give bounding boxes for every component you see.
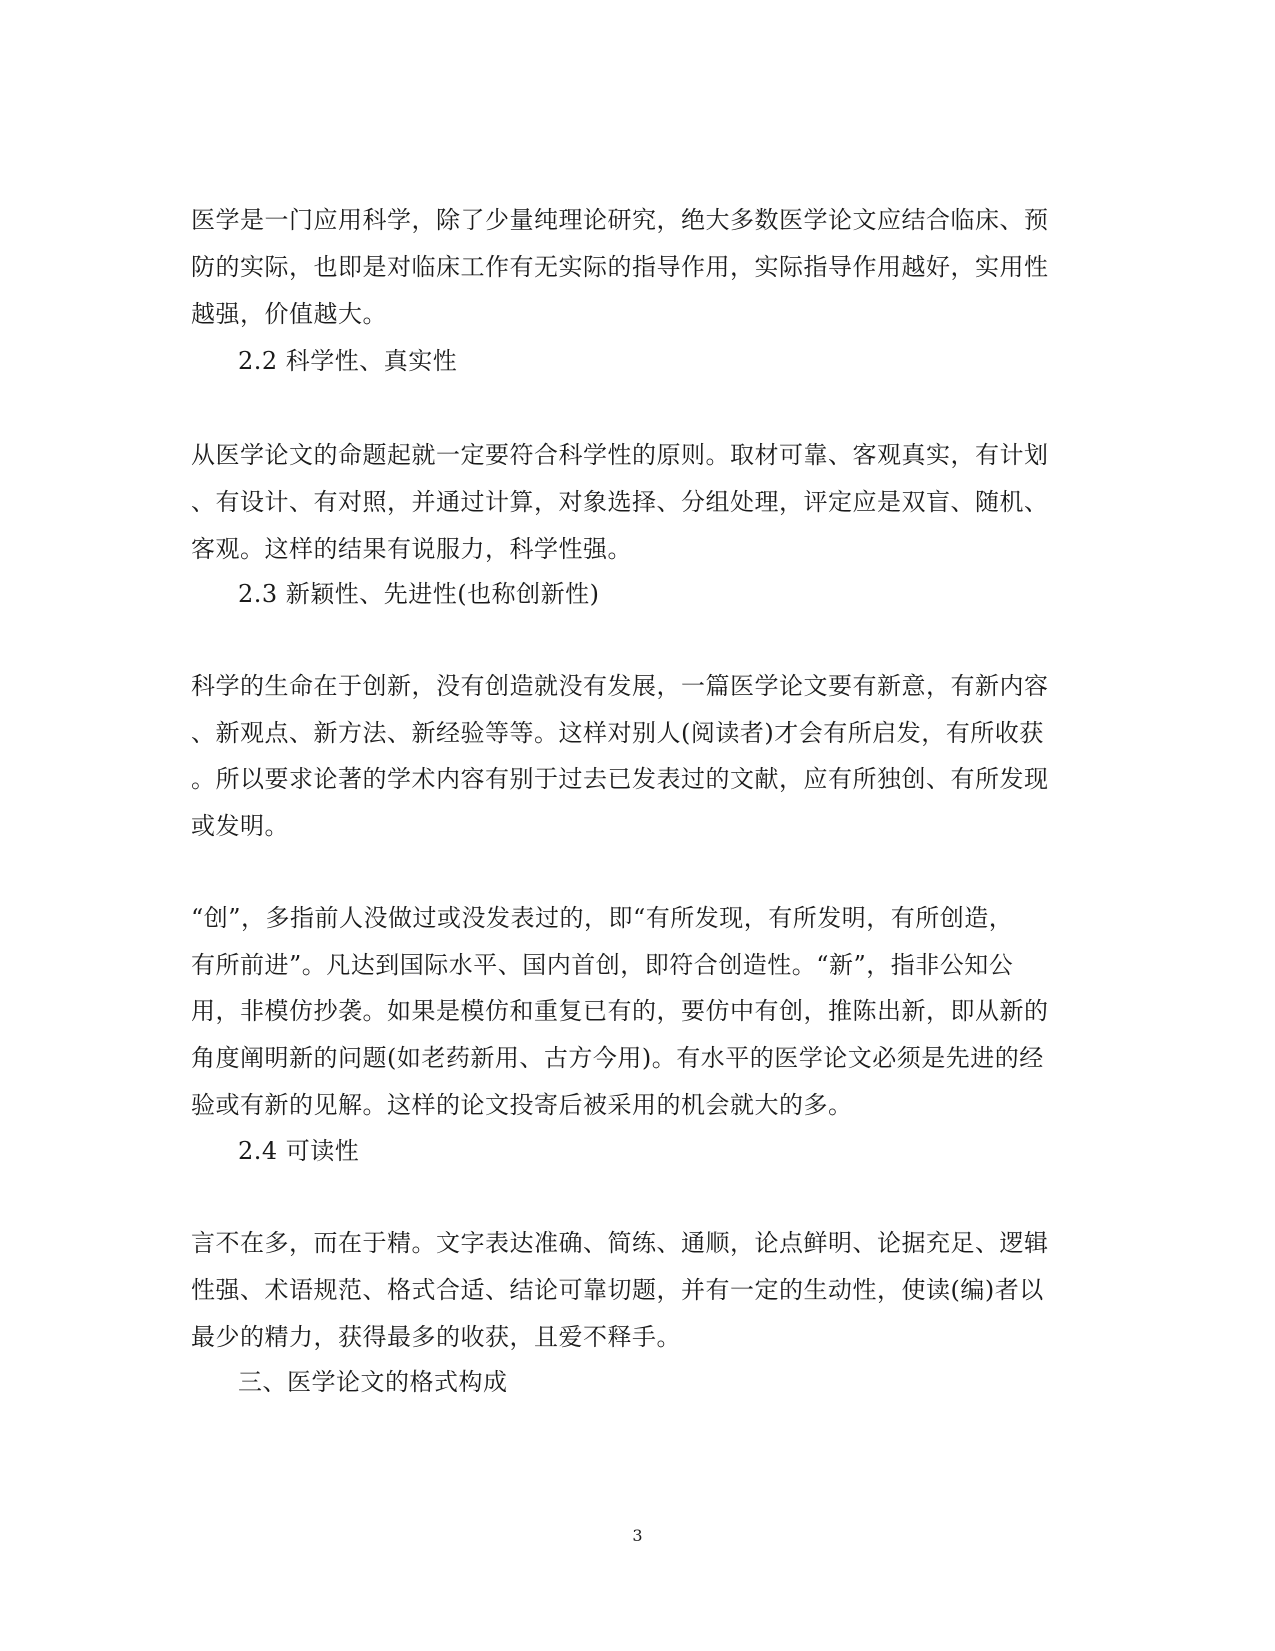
paragraph-line: 或发明。: [191, 812, 289, 840]
section-heading-2-4: 2.4 可读性: [238, 1137, 360, 1165]
section-heading-3: 三、医学论文的格式构成: [238, 1368, 508, 1396]
paragraph-line: 性强、术语规范、格式合适、结论可靠切题，并有一定的生动性，使读(编)者以: [191, 1276, 1044, 1304]
paragraph-line: 医学是一门应用科学，除了少量纯理论研究，绝大多数医学论文应结合临床、预: [191, 206, 1049, 234]
paragraph-line: 越强，价值越大。: [191, 300, 387, 328]
paragraph-line: 客观。这样的结果有说服力，科学性强。: [191, 535, 632, 563]
section-heading-2-3: 2.3 新颖性、先进性(也称创新性): [238, 580, 600, 608]
paragraph-line: 、有设计、有对照，并通过计算，对象选择、分组处理，评定应是双盲、随机、: [191, 488, 1049, 516]
paragraph-line: 角度阐明新的问题(如老药新用、古方今用)。有水平的医学论文必须是先进的经: [191, 1044, 1044, 1072]
section-heading-2-2: 2.2 科学性、真实性: [238, 347, 458, 375]
paragraph-line: 用，非模仿抄袭。如果是模仿和重复已有的，要仿中有创，推陈出新，即从新的: [191, 997, 1049, 1025]
page-number: 3: [632, 1526, 643, 1545]
paragraph-line: 防的实际，也即是对临床工作有无实际的指导作用，实际指导作用越好，实用性: [191, 253, 1049, 281]
paragraph-line: 有所前进”。凡达到国际水平、国内首创，即符合创造性。“新”，指非公知公: [191, 951, 1014, 979]
paragraph-line: 言不在多，而在于精。文字表达准确、简练、通顺，论点鲜明、论据充足、逻辑: [191, 1229, 1049, 1257]
paragraph-line: 验或有新的见解。这样的论文投寄后被采用的机会就大的多。: [191, 1091, 853, 1119]
paragraph-line: 从医学论文的命题起就一定要符合科学性的原则。取材可靠、客观真实，有计划: [191, 441, 1049, 469]
paragraph-line: 科学的生命在于创新，没有创造就没有发展，一篇医学论文要有新意，有新内容: [191, 672, 1049, 700]
paragraph-line: “创”，多指前人没做过或没发表过的，即“有所发现，有所发明，有所创造，: [191, 904, 1014, 932]
paragraph-line: 、新观点、新方法、新经验等等。这样对别人(阅读者)才会有所启发，有所收获: [191, 719, 1044, 747]
paragraph-line: 。所以要求论著的学术内容有别于过去已发表过的文献，应有所独创、有所发现: [191, 765, 1049, 793]
paragraph-line: 最少的精力，获得最多的收获，且爱不释手。: [191, 1323, 681, 1351]
